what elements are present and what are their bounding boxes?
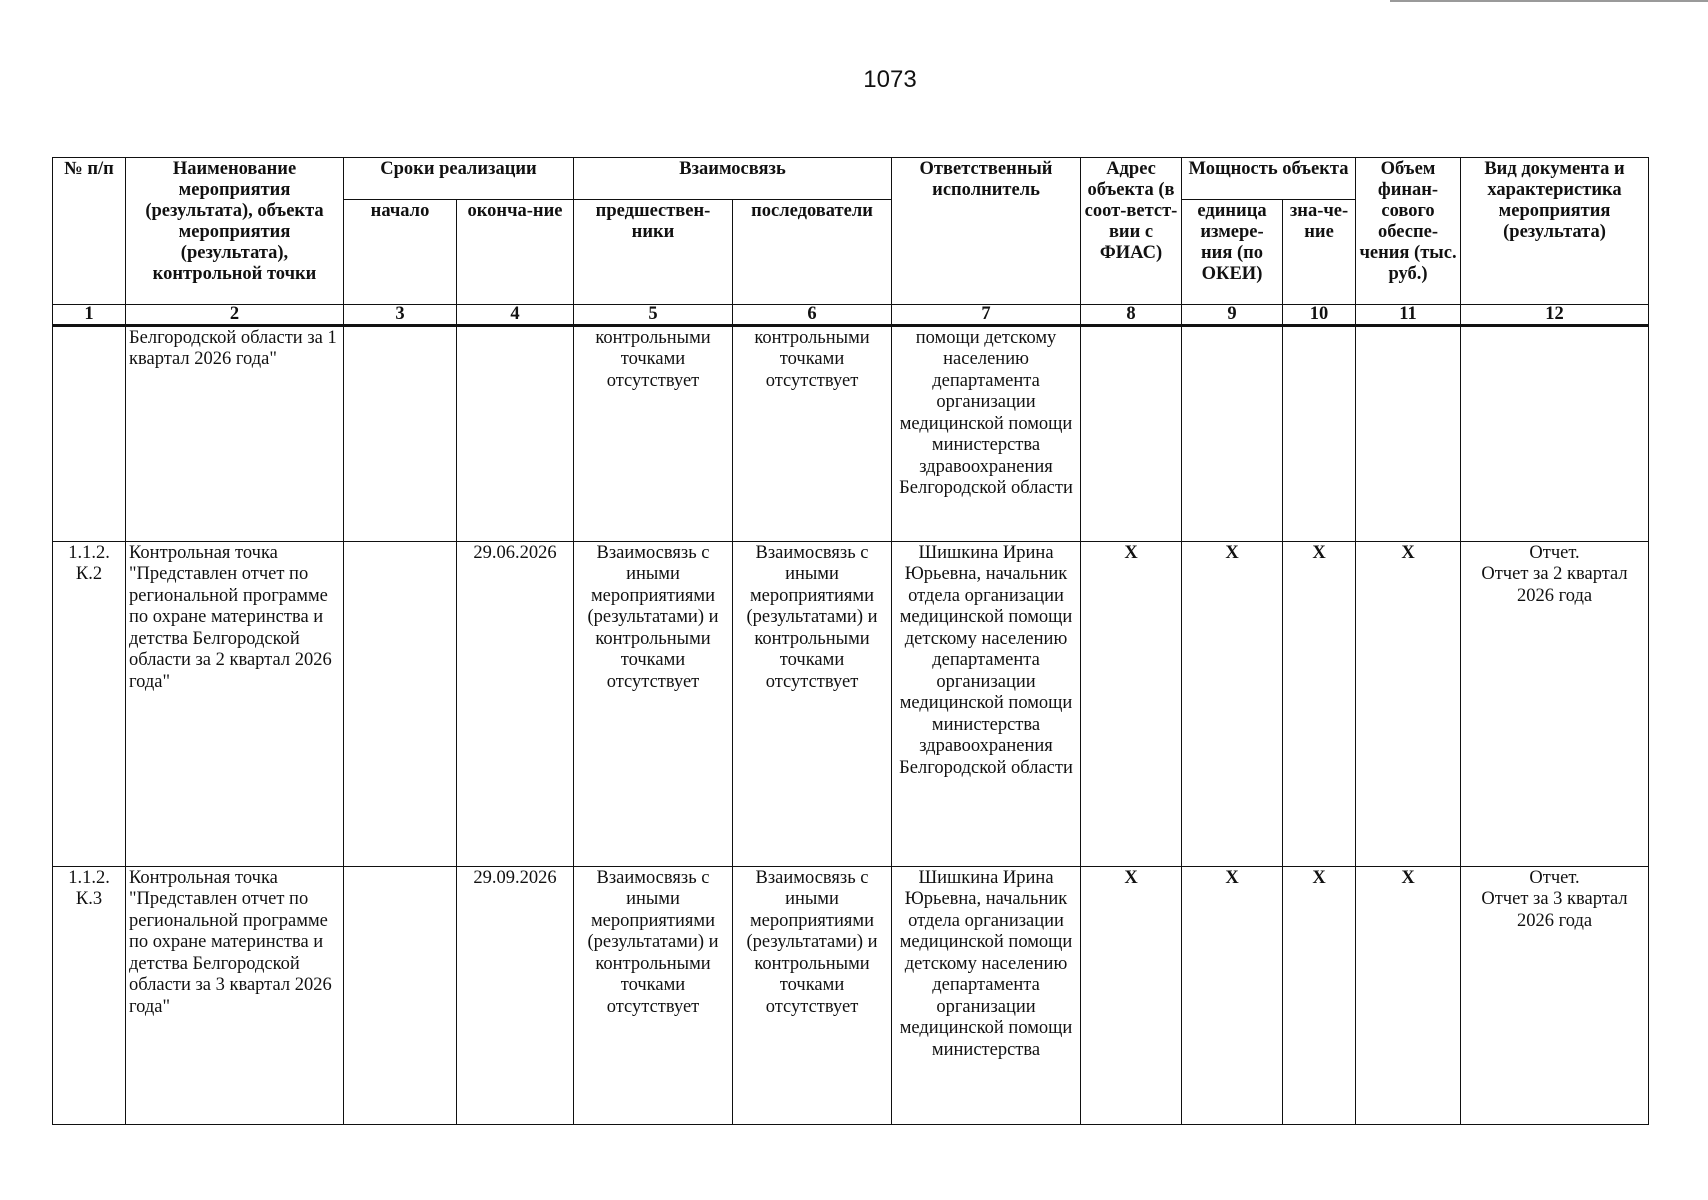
row-funding: X (1356, 541, 1461, 866)
row-predecessors: Взаимосвязь с иными мероприятиями (результатами) и контрольными точками отсутствует (574, 866, 733, 1124)
row-doc-type-title: Отчет. (1529, 867, 1580, 888)
column-number: 3 (344, 305, 457, 325)
row-unit: X (1182, 541, 1283, 866)
column-number: 8 (1081, 305, 1182, 325)
row-predecessors: контрольными точками отсутствует (574, 325, 733, 541)
row-unit (1182, 325, 1283, 541)
column-number: 5 (574, 305, 733, 325)
header-number: № п/п (53, 158, 126, 305)
row-predecessors: Взаимосвязь с иными мероприятиями (результатами) и контрольными точками отсутствует (574, 541, 733, 866)
row-successors: Взаимосвязь с иными мероприятиями (результатами) и контрольными точками отсутствует (733, 541, 892, 866)
row-name: Контрольная точка "Представлен отчет по региональной программе по охране материнства и детства Белгородской области за 3 квартал 2026 года" (126, 866, 344, 1124)
row-successors: Взаимосвязь с иными мероприятиями (результатами) и контрольными точками отсутствует (733, 866, 892, 1124)
header-timing-end: оконча-ние (457, 200, 574, 305)
row-name: Контрольная точка "Представлен отчет по региональной программе по охране материнства и детства Белгородской области за 2 квартал 2026 года" (126, 541, 344, 866)
column-number: 9 (1182, 305, 1283, 325)
column-number: 4 (457, 305, 574, 325)
row-address (1081, 325, 1182, 541)
row-responsible: Шишкина Ирина Юрьевна, начальник отдела организации медицинской помощи детскому населению департамента организации медицинской помощи министерства (892, 866, 1081, 1124)
header-timing-start: начало (344, 200, 457, 305)
column-number: 11 (1356, 305, 1461, 325)
header-doc-type: Вид документа и характеристика мероприятия (результата) (1461, 158, 1649, 305)
header-responsible: Ответственный исполнитель (892, 158, 1081, 305)
table-row (53, 325, 1649, 541)
header-row (53, 158, 1649, 200)
header-timing: Сроки реализации (344, 158, 574, 200)
activities-table (52, 157, 1649, 1125)
row-end: 29.06.2026 (457, 541, 574, 866)
column-number: 7 (892, 305, 1081, 325)
row-funding (1356, 325, 1461, 541)
header-links-prev: предшествен-ники (574, 200, 733, 305)
header-capacity-value: зна-че-ние (1283, 200, 1356, 305)
header-capacity-unit: единица измере-ния (по ОКЕИ) (1182, 200, 1283, 305)
row-end: 29.09.2026 (457, 866, 574, 1124)
column-number-row (53, 305, 1649, 325)
scan-edge-line (1390, 0, 1708, 2)
column-number: 2 (126, 305, 344, 325)
row-start (344, 325, 457, 541)
row-value: X (1283, 866, 1356, 1124)
row-start (344, 866, 457, 1124)
row-funding: X (1356, 866, 1461, 1124)
column-number: 10 (1283, 305, 1356, 325)
table-row (53, 866, 1649, 1124)
row-address: X (1081, 866, 1182, 1124)
column-number: 12 (1461, 305, 1649, 325)
row-doc-type (1461, 541, 1649, 866)
header-capacity: Мощность объекта (1182, 158, 1356, 200)
page-number: 1073 (863, 66, 917, 93)
row-end (457, 325, 574, 541)
table-row (53, 541, 1649, 866)
row-doc-type (1461, 866, 1649, 1124)
header-funding: Объем финан-сового обеспе-чения (тыс. руб.) (1356, 158, 1461, 305)
row-value: X (1283, 541, 1356, 866)
row-responsible: помощи детскому населению департамента организации медицинской помощи министерства здравоохранения Белгородской области (892, 325, 1081, 541)
row-start (344, 541, 457, 866)
row-name: Белгородской области за 1 квартал 2026 года" (126, 325, 344, 541)
row-value (1283, 325, 1356, 541)
row-doc-type-title: Отчет. (1529, 542, 1580, 563)
header-address: Адрес объекта (в соот-ветст-вии с ФИАС) (1081, 158, 1182, 305)
row-doc-type-detail: Отчет за 2 квартал 2026 года (1481, 564, 1628, 606)
row-successors: контрольными точками отсутствует (733, 325, 892, 541)
row-number: 1.1.2. К.2 (53, 541, 126, 866)
row-number (53, 325, 126, 541)
header-links-next: последователи (733, 200, 892, 305)
header-links: Взаимосвязь (574, 158, 892, 200)
row-unit: X (1182, 866, 1283, 1124)
row-responsible: Шишкина Ирина Юрьевна, начальник отдела организации медицинской помощи детскому населению департамента организации медицинской помощи министерства здравоохранения Белгородской области (892, 541, 1081, 866)
header-name: Наименование мероприятия (результата), объекта мероприятия (результата), контрольной точки (126, 158, 344, 305)
row-number: 1.1.2. К.3 (53, 866, 126, 1124)
column-number: 6 (733, 305, 892, 325)
column-number: 1 (53, 305, 126, 325)
row-doc-type-detail: Отчет за 3 квартал 2026 года (1481, 889, 1628, 931)
row-doc-type (1461, 325, 1649, 541)
row-address: X (1081, 541, 1182, 866)
